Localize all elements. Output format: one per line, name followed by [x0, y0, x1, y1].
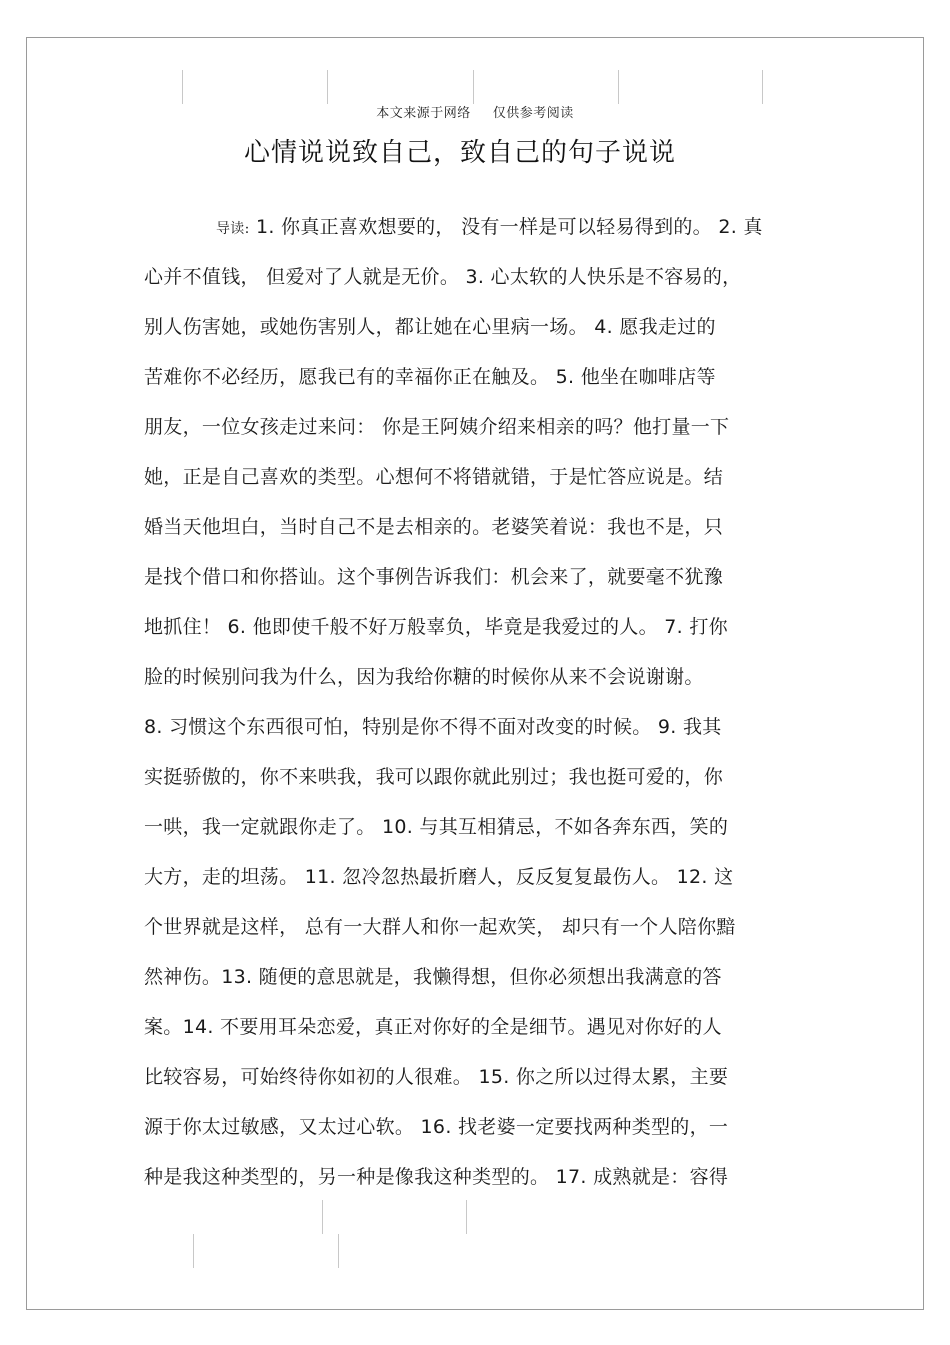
top-divider-2 — [327, 70, 328, 104]
body-line: 比较容易，可始终待你如初的人很难。 15. 你之所以过得太累，主要 — [144, 1066, 729, 1088]
body-line: 源于你太过敏感，又太过心软。 16. 找老婆一定要找两种类型的，一 — [144, 1116, 729, 1138]
read-note: 仅供参考阅读 — [492, 106, 574, 121]
body-line — [216, 212, 763, 239]
source-note: 本文来源于网络 — [376, 106, 471, 121]
top-divider-4 — [618, 70, 619, 104]
body-line: 然神伤。13. 随便的意思就是，我懒得想，但你必须想出我满意的答 — [144, 966, 722, 988]
body-line: 地抓住！ 6. 他即使千般不好万般辜负，毕竟是我爱过的人。 7. 打你 — [144, 616, 728, 638]
header-note — [0, 102, 950, 121]
body-line: 种是我这种类型的，另一种是像我这种类型的。 17. 成熟就是：容得 — [144, 1166, 729, 1188]
body-line: 苦难你不必经历，愿我已有的幸福你正在触及。 5. 他坐在咖啡店等 — [144, 366, 716, 388]
bottom-divider-1 — [322, 1200, 323, 1234]
body-line: 她，正是自己喜欢的类型。心想何不将错就错，于是忙答应说是。结 — [144, 466, 724, 488]
body-line: 一哄，我一定就跟你走了。 10. 与其互相猜忌，不如各奔东西，笑的 — [144, 816, 729, 838]
body-line: 个世界就是这样， 总有一大群人和你一起欢笑， 却只有一个人陪你黯 — [144, 916, 736, 938]
top-divider-1 — [182, 70, 183, 104]
body-line: 婚当天他坦白，当时自己不是去相亲的。老婆笑着说：我也不是，只 — [144, 516, 724, 538]
bottom-divider-3 — [193, 1234, 194, 1268]
body-line: 大方，走的坦荡。 11. 忽冷忽热最折磨人，反反复复最伤人。 12. 这 — [144, 866, 734, 888]
body-line: 是找个借口和你搭讪。这个事例告诉我们：机会来了，就要毫不犹豫 — [144, 566, 724, 588]
body-line-text: 1. 你真正喜欢想要的， 没有一样是可以轻易得到的。 2. 真 — [255, 216, 763, 238]
bottom-divider-2 — [466, 1200, 467, 1234]
body-line: 案。14. 不要用耳朵恋爱，真正对你好的全是细节。遇见对你好的人 — [144, 1016, 722, 1038]
bottom-divider-4 — [338, 1234, 339, 1268]
body-line: 心并不值钱， 但爱对了人就是无价。 3. 心太软的人快乐是不容易的， — [144, 266, 742, 288]
top-divider-3 — [473, 70, 474, 104]
page-title: 心情说说致自己，致自己的句子说说 — [243, 138, 676, 168]
body-line: 实挺骄傲的，你不来哄我，我可以跟你就此别过；我也挺可爱的，你 — [144, 766, 724, 788]
body-line: 脸的时候别问我为什么，因为我给你糖的时候你从来不会说谢谢。 — [144, 666, 704, 688]
body-line: 别人伤害她，或她伤害别人，都让她在心里病一场。 4. 愿我走过的 — [144, 316, 716, 338]
body-line: 8. 习惯这个东西很可怕，特别是你不得不面对改变的时候。 9. 我其 — [144, 716, 722, 738]
top-divider-5 — [762, 70, 763, 104]
lead-label: 导读: — [216, 221, 250, 237]
body-line: 朋友，一位女孩走过来问： 你是王阿姨介绍来相亲的吗？他打量一下 — [144, 416, 730, 438]
